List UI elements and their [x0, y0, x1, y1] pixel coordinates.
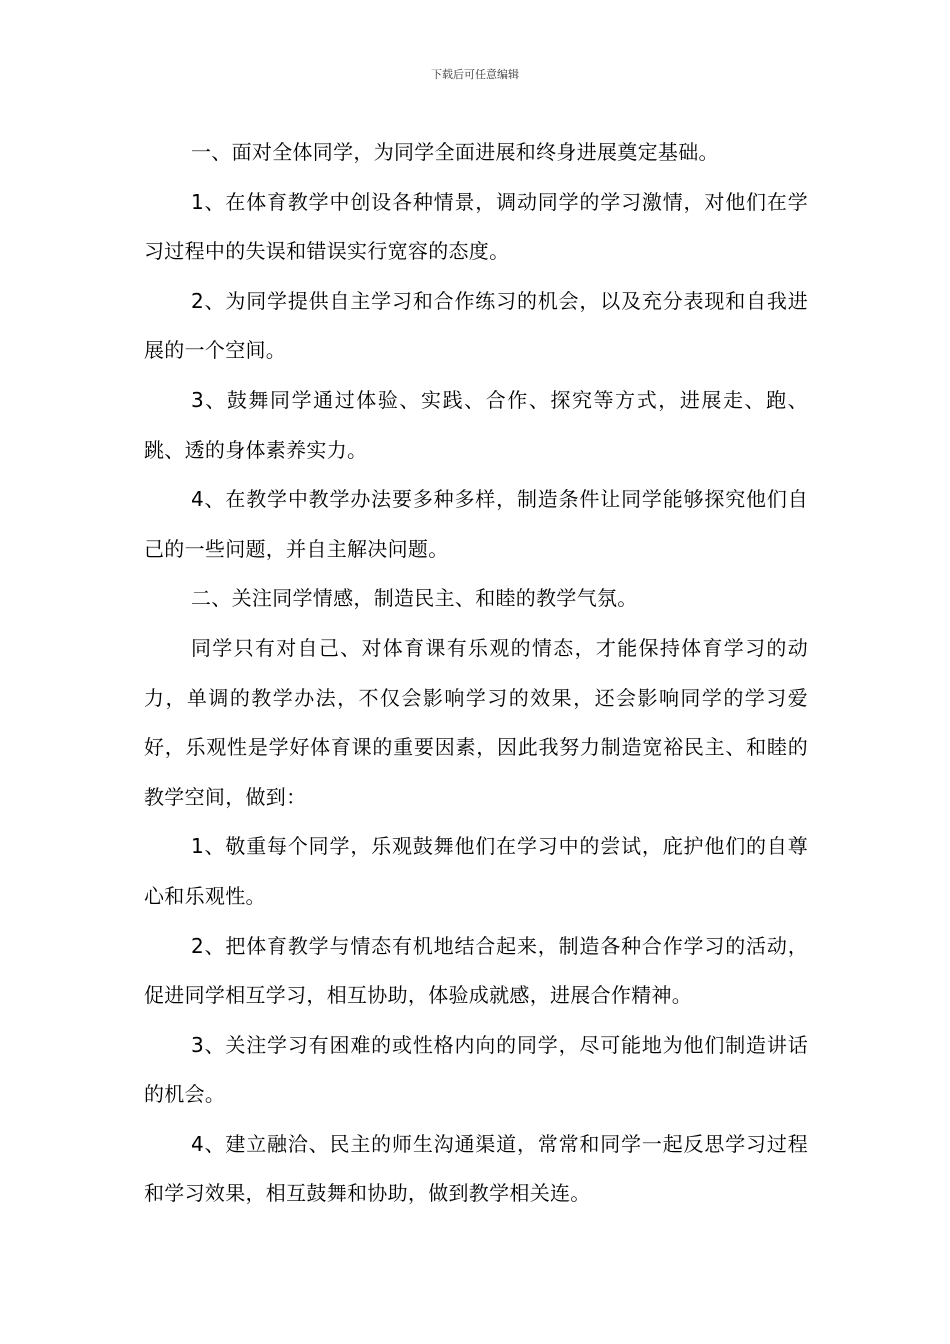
- paragraph: 同学只有对自己、对体育课有乐观的情态，才能保持体育学习的动力，单调的教学办法，不仅会影响学习的效果，还会影响同学的学习爱好，乐观性是学好体育课的重要因素，因此我努力制造宽裕民主、和睦的教学空间，做到：: [144, 635, 808, 809]
- paragraph: 3、鼓舞同学通过体验、实践、合作、探究等方式，进展走、跑、跳、透的身体素养实力。: [144, 387, 808, 462]
- paragraph: 2、把体育教学与情态有机地结合起来，制造各种合作学习的活动，促进同学相互学习，相互协助，体验成就感，进展合作精神。: [144, 933, 808, 1008]
- paragraph: 4、在教学中教学办法要多种多样，制造条件让同学能够探究他们自己的一些问题，并自主解决问题。: [144, 487, 808, 561]
- paragraph: 4、建立融洽、民主的师生沟通渠道，常常和同学一起反思学习过程和学习效果，相互鼓舞和协助，做到教学相关连。: [144, 1131, 808, 1206]
- document-body: [144, 128, 808, 1219]
- paragraph: 1、在体育教学中创设各种情景，调动同学的学习激情，对他们在学习过程中的失误和错误实行宽容的态度。: [144, 189, 808, 264]
- section-heading-2: 二、关注同学情感，制造民主、和睦的教学气氛。: [191, 586, 638, 611]
- section-heading-1: 一、面对全体同学，为同学全面进展和终身进展奠定基础。: [191, 140, 719, 164]
- paragraph: 2、为同学提供自主学习和合作练习的机会，以及充分表现和自我进展的一个空间。: [144, 288, 808, 363]
- paragraph: 3、关注学习有困难的或性格内向的同学，尽可能地为他们制造讲话的机会。: [144, 1032, 808, 1107]
- paragraph: 1、敬重每个同学，乐观鼓舞他们在学习中的尝试，庇护他们的自尊心和乐观性。: [144, 834, 808, 908]
- header-note: 下载后可任意编辑: [431, 68, 519, 81]
